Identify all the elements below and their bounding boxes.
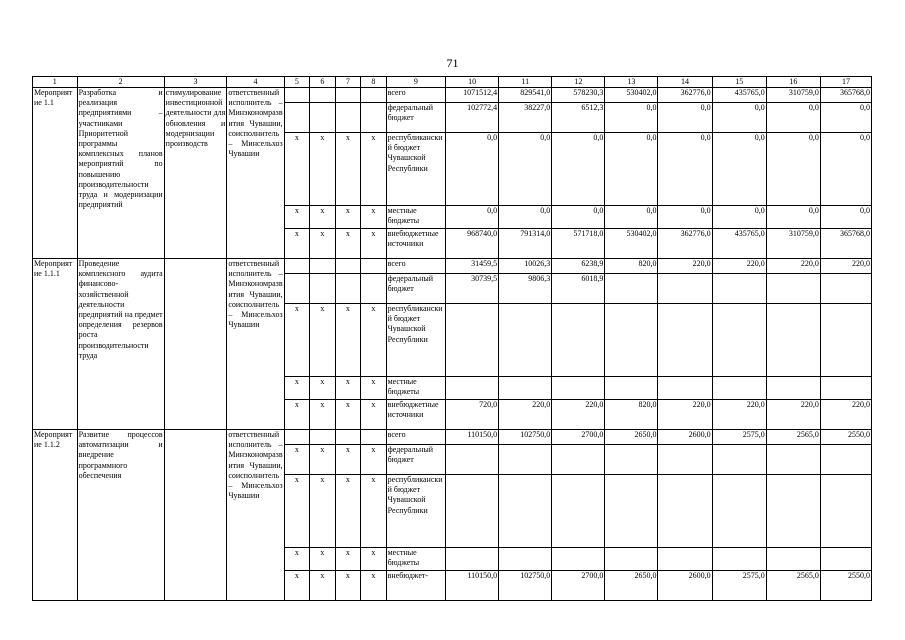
- activity-name: Мероприятие 1.1: [33, 88, 78, 259]
- value-cell: [552, 377, 605, 400]
- value-cell: 220,0: [766, 259, 820, 274]
- code-cell: x: [335, 304, 360, 377]
- code-cell: [284, 274, 309, 304]
- code-cell: x: [361, 304, 386, 377]
- value-cell: [766, 445, 820, 475]
- value-cell: [712, 548, 766, 571]
- value-cell: [605, 304, 658, 377]
- code-cell: x: [335, 445, 360, 475]
- value-cell: [766, 475, 820, 548]
- code-cell: x: [310, 133, 335, 206]
- activity-description: Разработка и реализация предприятиями – участниками Приоритетной программы комплексных планов мероприятий по повышению производительности труда и модернизации предприятий: [77, 88, 164, 259]
- value-cell: [820, 475, 871, 548]
- value-cell: [499, 445, 552, 475]
- value-cell: 6238,9: [552, 259, 605, 274]
- code-cell: [335, 259, 360, 274]
- value-cell: 0,0: [820, 103, 871, 133]
- value-cell: [605, 274, 658, 304]
- code-cell: x: [310, 304, 335, 377]
- activity-description: Проведение комплексного аудита финансово-хозяйственной деятельности предприятий на предмет определения резервов роста производительности труда: [77, 259, 164, 430]
- code-cell: [361, 430, 386, 445]
- value-cell: [766, 304, 820, 377]
- funding-source: федеральный бюджет: [386, 274, 445, 304]
- header-cell: 15: [712, 77, 766, 88]
- funding-source: внебюджет-: [386, 571, 445, 601]
- funding-source: всего: [386, 259, 445, 274]
- value-cell: 365768,0: [820, 229, 871, 259]
- table-row: [33, 88, 872, 103]
- code-cell: x: [361, 206, 386, 229]
- value-cell: 2650,0: [605, 571, 658, 601]
- header-cell: 12: [552, 77, 605, 88]
- value-cell: [446, 377, 499, 400]
- code-cell: x: [361, 400, 386, 430]
- value-cell: [605, 445, 658, 475]
- value-cell: 1071512,4: [446, 88, 499, 103]
- value-cell: 578230,3: [552, 88, 605, 103]
- header-cell: 13: [605, 77, 658, 88]
- value-cell: 0,0: [446, 206, 499, 229]
- value-cell: 530402,0: [605, 229, 658, 259]
- code-cell: x: [284, 229, 309, 259]
- value-cell: [605, 548, 658, 571]
- page-number: 71: [446, 56, 459, 70]
- value-cell: 102750,0: [499, 430, 552, 445]
- code-cell: x: [335, 377, 360, 400]
- code-cell: x: [284, 571, 309, 601]
- value-cell: 720,0: [446, 400, 499, 430]
- value-cell: 2600,0: [658, 571, 712, 601]
- value-cell: 220,0: [766, 400, 820, 430]
- value-cell: 0,0: [766, 206, 820, 229]
- code-cell: [335, 103, 360, 133]
- code-cell: x: [284, 206, 309, 229]
- code-cell: x: [284, 475, 309, 548]
- value-cell: 0,0: [605, 133, 658, 206]
- code-cell: x: [310, 400, 335, 430]
- value-cell: 0,0: [658, 133, 712, 206]
- value-cell: [658, 274, 712, 304]
- value-cell: 791314,0: [499, 229, 552, 259]
- responsible-executor: ответственный исполнитель – Минэкономразвития Чувашии, соисполнитель – Минсельхоз Чувашии: [227, 430, 284, 601]
- funding-source: внебюджетные источники: [386, 229, 445, 259]
- value-cell: 220,0: [658, 400, 712, 430]
- code-cell: x: [361, 571, 386, 601]
- value-cell: [446, 475, 499, 548]
- value-cell: 0,0: [552, 206, 605, 229]
- code-cell: [310, 430, 335, 445]
- value-cell: 9806,3: [499, 274, 552, 304]
- value-cell: [605, 475, 658, 548]
- value-cell: 0,0: [499, 133, 552, 206]
- value-cell: 2550,0: [820, 430, 871, 445]
- value-cell: 435765,0: [712, 229, 766, 259]
- code-cell: x: [361, 548, 386, 571]
- activity-name: Мероприятие 1.1.1: [33, 259, 78, 430]
- value-cell: 6018,9: [552, 274, 605, 304]
- funding-source: всего: [386, 88, 445, 103]
- value-cell: 365768,0: [820, 88, 871, 103]
- value-cell: 2565,0: [766, 571, 820, 601]
- code-cell: [284, 430, 309, 445]
- funding-source: федеральный бюджет: [386, 445, 445, 475]
- value-cell: 0,0: [605, 206, 658, 229]
- code-cell: x: [335, 475, 360, 548]
- value-cell: [658, 377, 712, 400]
- value-cell: 2700,0: [552, 571, 605, 601]
- funding-source: местные бюджеты: [386, 548, 445, 571]
- header-cell: 1: [33, 77, 78, 88]
- code-cell: [284, 259, 309, 274]
- value-cell: [658, 304, 712, 377]
- code-cell: x: [284, 377, 309, 400]
- value-cell: 220,0: [820, 400, 871, 430]
- value-cell: 220,0: [712, 400, 766, 430]
- value-cell: [446, 304, 499, 377]
- code-cell: x: [335, 400, 360, 430]
- header-cell: 2: [77, 77, 164, 88]
- value-cell: 0,0: [712, 103, 766, 133]
- value-cell: 30739,5: [446, 274, 499, 304]
- value-cell: 102772,4: [446, 103, 499, 133]
- value-cell: 38227,0: [499, 103, 552, 133]
- header-cell: 14: [658, 77, 712, 88]
- code-cell: x: [310, 571, 335, 601]
- value-cell: 0,0: [712, 133, 766, 206]
- value-cell: [446, 548, 499, 571]
- code-cell: [335, 88, 360, 103]
- code-cell: x: [361, 133, 386, 206]
- code-cell: x: [361, 475, 386, 548]
- value-cell: [499, 475, 552, 548]
- value-cell: 310759,0: [766, 229, 820, 259]
- table-row: [33, 430, 872, 445]
- value-cell: 310759,0: [766, 88, 820, 103]
- header-cell: 6: [310, 77, 335, 88]
- value-cell: 829541,0: [499, 88, 552, 103]
- code-cell: x: [310, 548, 335, 571]
- value-cell: 220,0: [499, 400, 552, 430]
- value-cell: 0,0: [605, 103, 658, 133]
- value-cell: 6512,3: [552, 103, 605, 133]
- value-cell: 2700,0: [552, 430, 605, 445]
- program-table: [32, 76, 872, 601]
- code-cell: x: [361, 445, 386, 475]
- code-cell: [310, 88, 335, 103]
- value-cell: 0,0: [766, 133, 820, 206]
- code-cell: x: [310, 206, 335, 229]
- code-cell: [284, 103, 309, 133]
- header-cell: 9: [386, 77, 445, 88]
- code-cell: x: [335, 206, 360, 229]
- header-row: [33, 77, 872, 88]
- value-cell: [658, 445, 712, 475]
- value-cell: [499, 377, 552, 400]
- value-cell: 31459,5: [446, 259, 499, 274]
- code-cell: x: [361, 229, 386, 259]
- value-cell: [712, 445, 766, 475]
- value-cell: [820, 304, 871, 377]
- activity-name: Мероприятие 1.1.2: [33, 430, 78, 601]
- activity-goal: [164, 430, 227, 601]
- value-cell: [712, 304, 766, 377]
- value-cell: 0,0: [446, 133, 499, 206]
- value-cell: 220,0: [658, 259, 712, 274]
- value-cell: 0,0: [820, 133, 871, 206]
- funding-source: республиканский бюджет Чувашской Республики: [386, 133, 445, 206]
- header-cell: 7: [335, 77, 360, 88]
- value-cell: 0,0: [658, 103, 712, 133]
- code-cell: x: [310, 445, 335, 475]
- table-row: [33, 259, 872, 274]
- code-cell: [361, 259, 386, 274]
- value-cell: 102750,0: [499, 571, 552, 601]
- value-cell: 0,0: [552, 133, 605, 206]
- funding-source: республиканский бюджет Чувашской Республики: [386, 475, 445, 548]
- code-cell: x: [284, 400, 309, 430]
- value-cell: 820,0: [605, 400, 658, 430]
- value-cell: 2600,0: [658, 430, 712, 445]
- value-cell: 110150,0: [446, 430, 499, 445]
- value-cell: 220,0: [712, 259, 766, 274]
- funding-source: местные бюджеты: [386, 206, 445, 229]
- header-cell: 3: [164, 77, 227, 88]
- header-cell: 16: [766, 77, 820, 88]
- code-cell: x: [335, 229, 360, 259]
- header-cell: 5: [284, 77, 309, 88]
- value-cell: [766, 548, 820, 571]
- header-cell: 11: [499, 77, 552, 88]
- value-cell: 0,0: [658, 206, 712, 229]
- code-cell: x: [284, 133, 309, 206]
- value-cell: 2575,0: [712, 571, 766, 601]
- code-cell: x: [335, 548, 360, 571]
- value-cell: 530402,0: [605, 88, 658, 103]
- value-cell: 220,0: [820, 259, 871, 274]
- value-cell: [712, 274, 766, 304]
- value-cell: [766, 274, 820, 304]
- value-cell: 2575,0: [712, 430, 766, 445]
- funding-source: федеральный бюджет: [386, 103, 445, 133]
- value-cell: [552, 548, 605, 571]
- value-cell: [658, 548, 712, 571]
- code-cell: [310, 259, 335, 274]
- responsible-executor: ответственный исполнитель – Минэкономразвития Чувашии, соисполнитель – Минсельхоз Чувашии: [227, 259, 284, 430]
- code-cell: x: [284, 445, 309, 475]
- activity-description: Развитие процессов автоматизации и внедрение программного обеспечения: [77, 430, 164, 601]
- funding-source: местные бюджеты: [386, 377, 445, 400]
- value-cell: 0,0: [766, 103, 820, 133]
- value-cell: [820, 377, 871, 400]
- value-cell: 10026,3: [499, 259, 552, 274]
- value-cell: [499, 548, 552, 571]
- value-cell: 0,0: [712, 206, 766, 229]
- value-cell: 435765,0: [712, 88, 766, 103]
- header-cell: 4: [227, 77, 284, 88]
- funding-source: внебюджетные источники: [386, 400, 445, 430]
- code-cell: [335, 274, 360, 304]
- code-cell: [310, 103, 335, 133]
- value-cell: 571718,0: [552, 229, 605, 259]
- header-cell: 10: [446, 77, 499, 88]
- code-cell: x: [310, 377, 335, 400]
- code-cell: [335, 430, 360, 445]
- value-cell: 0,0: [499, 206, 552, 229]
- value-cell: [552, 304, 605, 377]
- code-cell: x: [335, 133, 360, 206]
- value-cell: 968740,0: [446, 229, 499, 259]
- code-cell: [284, 88, 309, 103]
- value-cell: 110150,0: [446, 571, 499, 601]
- activity-goal: стимулирование инвестиционной деятельности для обновления и модернизации производств: [164, 88, 227, 259]
- code-cell: [310, 274, 335, 304]
- header-cell: 8: [361, 77, 386, 88]
- value-cell: 362776,0: [658, 88, 712, 103]
- value-cell: 362776,0: [658, 229, 712, 259]
- value-cell: [552, 445, 605, 475]
- funding-source: республиканский бюджет Чувашской Республики: [386, 304, 445, 377]
- value-cell: 2550,0: [820, 571, 871, 601]
- code-cell: x: [335, 571, 360, 601]
- code-cell: x: [284, 304, 309, 377]
- value-cell: [605, 377, 658, 400]
- code-cell: [361, 103, 386, 133]
- value-cell: 220,0: [552, 400, 605, 430]
- code-cell: x: [310, 475, 335, 548]
- value-cell: [766, 377, 820, 400]
- code-cell: [361, 88, 386, 103]
- value-cell: [658, 475, 712, 548]
- header-cell: 17: [820, 77, 871, 88]
- value-cell: [820, 445, 871, 475]
- responsible-executor: ответственный исполнитель – Минэкономразвития Чувашии, соисполнитель – Минсельхоз Чувашии: [227, 88, 284, 259]
- value-cell: 2650,0: [605, 430, 658, 445]
- code-cell: x: [310, 229, 335, 259]
- value-cell: 0,0: [820, 206, 871, 229]
- value-cell: [712, 377, 766, 400]
- value-cell: [552, 475, 605, 548]
- value-cell: 2565,0: [766, 430, 820, 445]
- value-cell: [820, 274, 871, 304]
- value-cell: 820,0: [605, 259, 658, 274]
- code-cell: x: [361, 377, 386, 400]
- code-cell: [361, 274, 386, 304]
- activity-goal: [164, 259, 227, 430]
- value-cell: [820, 548, 871, 571]
- value-cell: [499, 304, 552, 377]
- code-cell: x: [284, 548, 309, 571]
- value-cell: [446, 445, 499, 475]
- value-cell: [712, 475, 766, 548]
- funding-source: всего: [386, 430, 445, 445]
